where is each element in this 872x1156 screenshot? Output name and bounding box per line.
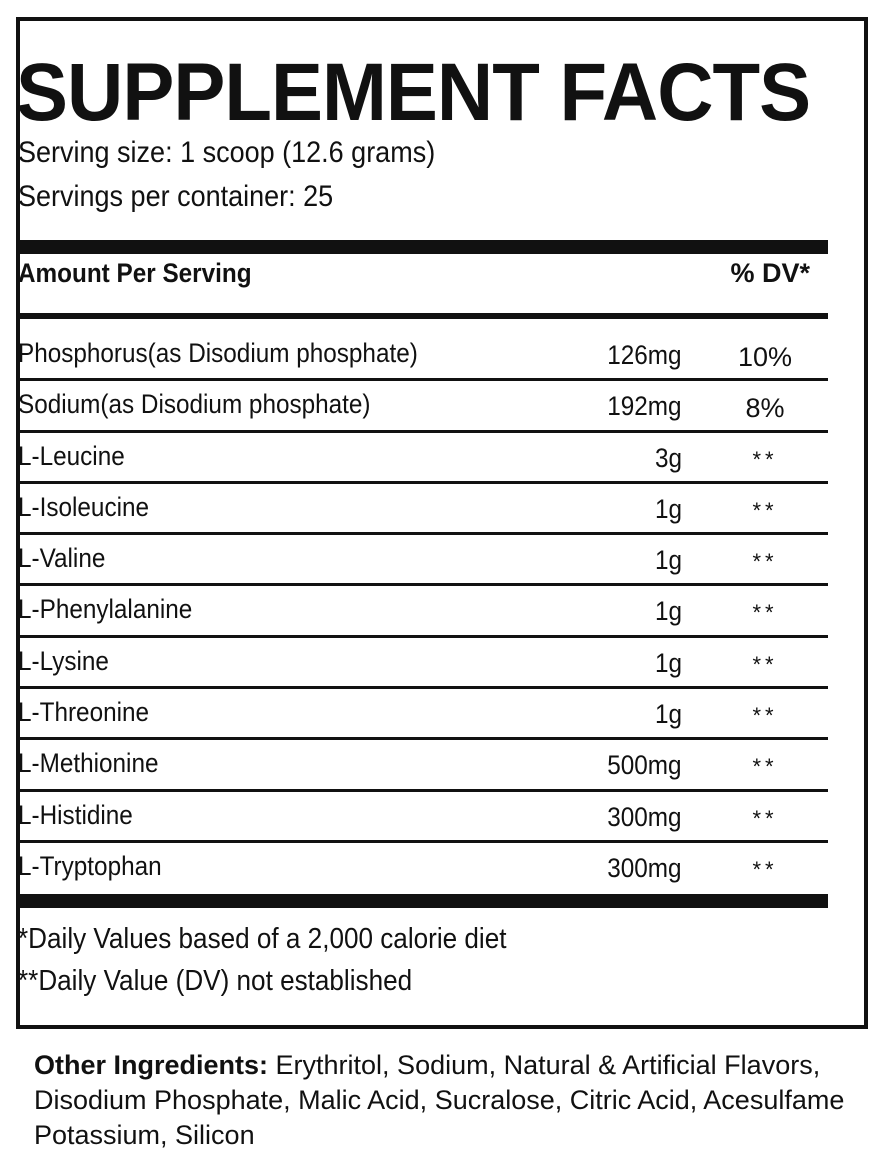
nutrient-dv: ** <box>752 549 778 575</box>
other-ingredients-text: Erythritol, Sodium, Natural & Artificial Flavors, Disodium Phosphate, Malic Acid, Sucralose, Citric Acid, Acesulfame Potassium, Silicon <box>34 1050 845 1150</box>
nutrient-name: L-Leucine <box>18 440 125 471</box>
nutrient-amount: 1g <box>654 699 682 730</box>
nutrient-dv: ** <box>752 856 778 882</box>
header-amount-per-serving: Amount Per Serving <box>18 258 252 288</box>
nutrient-name: Phosphorus(as Disodium phosphate) <box>18 338 418 368</box>
table-header <box>18 252 828 296</box>
nutrient-amount: 1g <box>654 493 682 524</box>
nutrient-dv: 8% <box>745 393 785 424</box>
nutrient-dv: ** <box>752 651 778 677</box>
nutrient-dv: ** <box>752 600 778 626</box>
header-daily-value: % DV* <box>730 258 810 288</box>
footnote-dv-not-established: **Daily Value (DV) not established <box>18 965 413 997</box>
nutrient-dv: 10% <box>737 342 793 372</box>
other-ingredients <box>34 1048 854 1153</box>
table-row <box>18 689 828 740</box>
nutrient-dv: ** <box>752 805 778 831</box>
nutrient-name: L-Threonine <box>18 697 150 728</box>
table-row <box>18 433 828 484</box>
nutrient-amount: 500mg <box>607 750 682 781</box>
label-title: SUPPLEMENT FACTS <box>16 47 811 138</box>
nutrient-amount: 1g <box>654 545 682 576</box>
nutrient-dv: ** <box>752 446 778 472</box>
table-row <box>18 586 828 637</box>
divider-header <box>18 313 828 319</box>
nutrient-table <box>18 330 828 894</box>
table-row <box>18 638 828 689</box>
nutrient-name: L-Lysine <box>18 645 109 676</box>
divider-thick-bottom <box>18 894 828 908</box>
nutrient-name: L-Histidine <box>18 799 133 830</box>
nutrient-amount: 300mg <box>607 801 682 832</box>
nutrient-amount: 1g <box>654 647 682 678</box>
other-ingredients-label: Other Ingredients: <box>34 1050 269 1080</box>
table-row <box>18 740 828 791</box>
table-row <box>18 381 828 432</box>
nutrient-dv: ** <box>752 703 778 729</box>
nutrient-dv: ** <box>752 497 778 523</box>
servings-per-container: Servings per container: 25 <box>18 180 334 213</box>
table-row <box>18 484 828 535</box>
table-row <box>18 330 828 381</box>
nutrient-amount: 1g <box>654 596 682 627</box>
table-row <box>18 843 828 894</box>
table-row <box>18 792 828 843</box>
nutrient-name: L-Tryptophan <box>18 850 162 881</box>
table-row <box>18 535 828 586</box>
nutrient-name: L-Isoleucine <box>18 491 150 522</box>
nutrient-name: L-Phenylalanine <box>18 594 193 625</box>
nutrient-amount: 300mg <box>607 852 682 883</box>
footnote-daily-values: *Daily Values based of a 2,000 calorie diet <box>18 923 507 955</box>
nutrient-name: L-Methionine <box>18 748 159 779</box>
nutrient-amount: 192mg <box>607 391 682 422</box>
nutrient-amount: 3g <box>654 442 682 473</box>
nutrient-name: Sodium(as Disodium phosphate) <box>18 389 371 420</box>
nutrient-name: L-Valine <box>18 543 106 574</box>
nutrient-amount: 126mg <box>607 340 682 370</box>
nutrient-dv: ** <box>752 754 778 780</box>
serving-size: Serving size: 1 scoop (12.6 grams) <box>18 136 436 169</box>
